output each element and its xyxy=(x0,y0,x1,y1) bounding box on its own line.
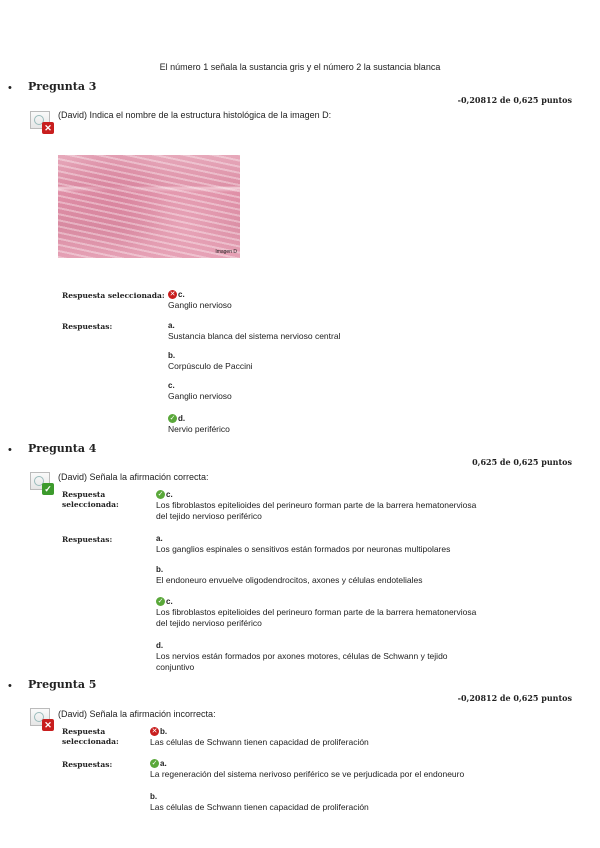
incorrect-mark-icon: ✕ xyxy=(169,291,176,299)
question-4-points: 0,625 de 0,625 puntos xyxy=(472,457,572,467)
answers-label: Respuestas: xyxy=(62,760,113,769)
q4-selected-answer: ✓ c. Los fibroblastos epitelioides del perineuro forman parte de la barrera hematonerviosa del tejido nervioso periférico xyxy=(156,490,477,521)
question-5-points: -0,20812 de 0,625 puntos xyxy=(457,693,572,703)
selected-answer-label: Respuesta seleccionada: xyxy=(62,490,119,509)
q3-selected-answer: ✕ c. Ganglio nervioso xyxy=(168,290,232,310)
question-5-text: (David) Señala la afirmación incorrecta: xyxy=(58,709,216,719)
answers-label: Respuestas: xyxy=(62,322,113,331)
histology-image-label: Imagen D xyxy=(215,249,237,255)
answers-label: Respuestas: xyxy=(62,535,113,544)
selected-answer-label: Respuesta seleccionada: xyxy=(62,291,165,300)
correct-mark-icon: ✓ xyxy=(151,760,158,768)
bullet: • xyxy=(8,444,12,456)
question-3-title: Pregunta 3 xyxy=(28,80,97,93)
selected-answer-label: Respuesta seleccionada: xyxy=(62,727,119,746)
q5-answer-a: ✓ a. La regeneración del sistema nerivoso periférico se ve perjudicada por el endoneuro xyxy=(150,759,465,779)
bullet: • xyxy=(8,680,12,692)
incorrect-question-icon: ✕ xyxy=(30,111,50,131)
incorrect-mark-icon: ✕ xyxy=(151,728,158,736)
question-3-points: -0,20812 de 0,625 puntos xyxy=(457,95,572,105)
q3-answer-b: b. Corpúsculo de Paccini xyxy=(168,351,253,371)
q5-answer-b: b. Las células de Schwann tienen capacidad de proliferación xyxy=(150,792,369,812)
bullet: • xyxy=(8,82,12,94)
histology-image xyxy=(58,155,240,258)
correct-mark-icon: ✓ xyxy=(169,415,176,423)
top-note: El número 1 señala la sustancia gris y el número 2 la sustancia blanca xyxy=(159,62,441,72)
q4-answer-c: ✓ c. Los fibroblastos epitelioides del perineuro forman parte de la barrera hematonerviosa del tejido nervioso periférico xyxy=(156,597,477,628)
correct-question-icon: ✓ xyxy=(30,472,50,492)
q3-answer-d: ✓ d. Nervio periférico xyxy=(168,414,230,434)
q4-answer-b: b. El endoneuro envuelve oligodendrocitos, axones y células endoteliales xyxy=(156,565,423,585)
correct-mark-icon: ✓ xyxy=(157,598,164,606)
q3-answer-a: a. Sustancia blanca del sistema nervioso central xyxy=(168,321,341,341)
q4-answer-d: d. Los nervios están formados por axones motores, células de Schwann y tejido conjuntivo xyxy=(156,641,448,672)
question-4-text: (David) Señala la afirmación correcta: xyxy=(58,472,209,482)
q5-selected-answer: ✕ b. Las células de Schwann tienen capacidad de proliferación xyxy=(150,727,369,747)
question-3-text: (David) Indica el nombre de la estructura histológica de la imagen D: xyxy=(58,110,332,120)
q4-answer-a: a. Los ganglios espinales o sensitivos están formados por neuronas multipolares xyxy=(156,534,451,554)
q3-answer-c: c. Ganglio nervioso xyxy=(168,381,232,401)
correct-mark-icon: ✓ xyxy=(157,491,164,499)
incorrect-question-icon: ✕ xyxy=(30,708,50,728)
question-5-title: Pregunta 5 xyxy=(28,678,97,691)
question-4-title: Pregunta 4 xyxy=(28,442,97,455)
